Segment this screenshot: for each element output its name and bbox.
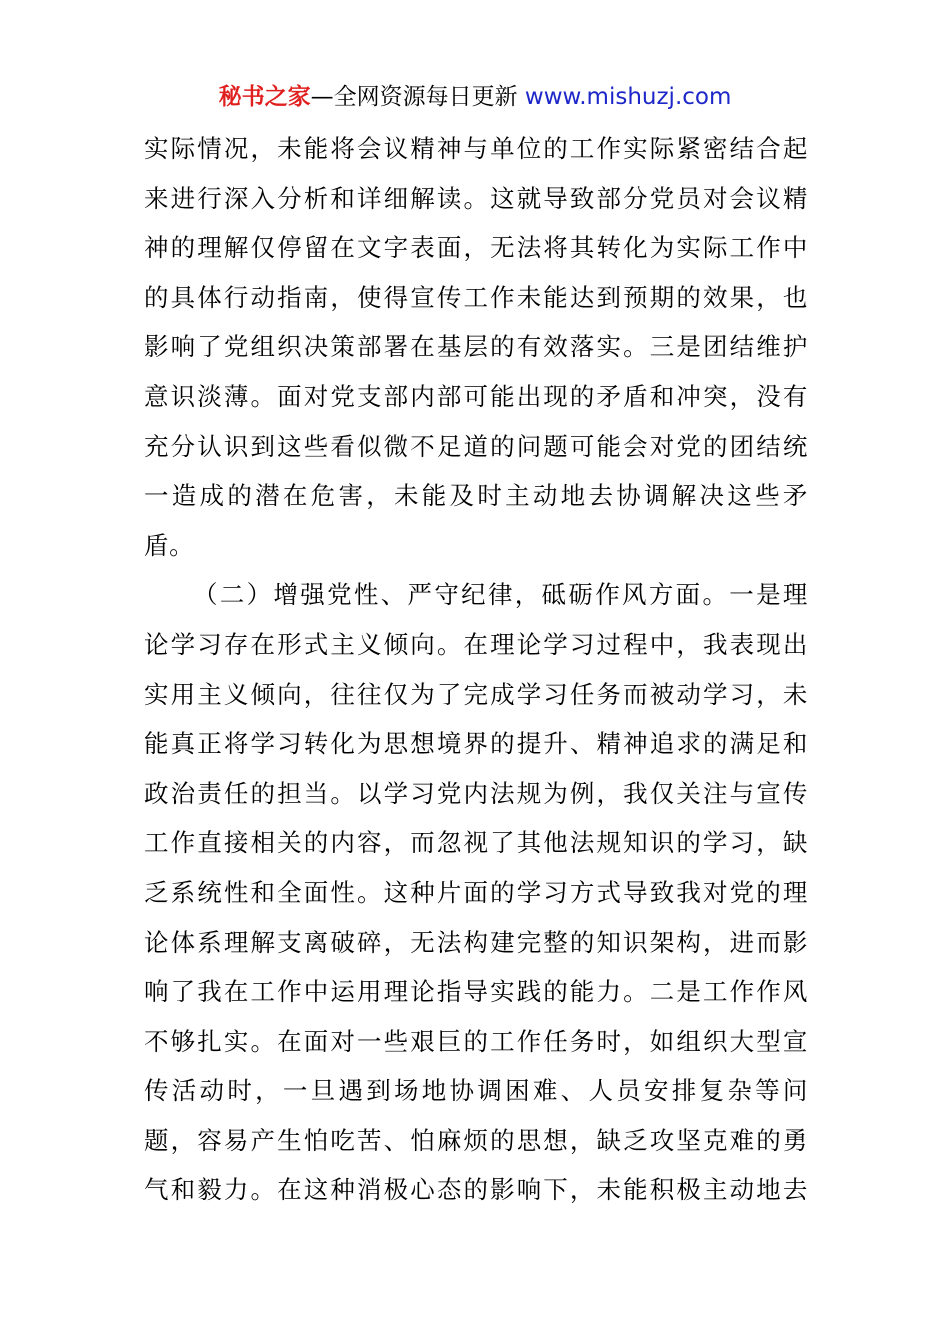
text-line: 能真正将学习转化为思想境界的提升、精神追求的满足和 [144,729,808,759]
section-heading-line: （二）增强党性、严守纪律，砥砺作风方面。一是理 [193,580,808,610]
text-line: 题，容易产生怕吃苦、怕麻烦的思想，缺乏攻坚克难的勇 [144,1125,808,1155]
text-line: 响了我在工作中运用理论指导实践的能力。二是工作作风 [144,977,808,1007]
text-line-paragraph-end: 盾。 [144,530,195,560]
site-brand: 秘书之家 [218,84,311,110]
text-line: 气和毅力。在这种消极心态的影响下，未能积极主动地去 [144,1175,808,1205]
text-line: 神的理解仅停留在文字表面，无法将其转化为实际工作中 [144,233,808,263]
text-line: 政治责任的担当。以学习党内法规为例，我仅关注与宣传 [144,778,808,808]
text-line: 工作直接相关的内容，而忽视了其他法规知识的学习，缺 [144,828,808,858]
text-line: 论学习存在形式主义倾向。在理论学习过程中，我表现出 [144,629,808,659]
text-line: 不够扎实。在面对一些艰巨的工作任务时，如组织大型宣 [144,1026,808,1056]
text-line: 乏系统性和全面性。这种片面的学习方式导致我对党的理 [144,877,808,907]
text-line: 论体系理解支离破碎，无法构建完整的知识架构，进而影 [144,927,808,957]
text-line: 的具体行动指南，使得宣传工作未能达到预期的效果，也 [144,282,808,312]
site-header [0,82,950,112]
text-line: 意识淡薄。面对党支部内部可能出现的矛盾和冲突，没有 [144,381,808,411]
text-line: 实用主义倾向，往往仅为了完成学习任务而被动学习，未 [144,679,808,709]
site-tagline: —全网资源每日更新 [310,84,518,110]
text-line: 实际情况，未能将会议精神与单位的工作实际紧密结合起 [144,134,808,163]
text-line: 来进行深入分析和详细解读。这就导致部分党员对会议精 [144,183,808,213]
text-line: 影响了党组织决策部署在基层的有效落实。三是团结维护 [144,332,808,362]
text-line: 一造成的潜在危害，未能及时主动地去协调解决这些矛 [144,481,808,511]
text-line: 充分认识到这些看似微不足道的问题可能会对党的团结统 [144,431,808,461]
document-body [144,124,808,1215]
site-url-link[interactable]: www.mishuzj.com [524,84,732,110]
text-line: 传活动时，一旦遇到场地协调困难、人员安排复杂等问 [144,1076,808,1106]
